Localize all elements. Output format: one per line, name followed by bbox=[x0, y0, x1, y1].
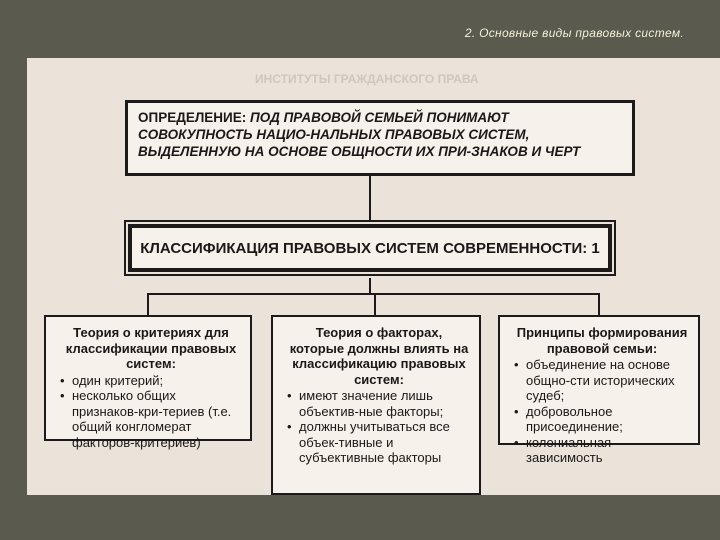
criteria-theory-box bbox=[44, 315, 252, 450]
definition-text: ПОД ПРАВОВОЙ СЕМЬЕЙ ПОНИМАЮТ СОВОКУПНОСТЬ НАЦИО-НАЛЬНЫХ ПРАВОВЫХ СИСТЕМ, ВЫДЕЛЕННУЮ НА ОСНОВЕ ОБЩНОСТИ ИХ ПРИ-ЗНАКОВ И ЧЕРТ bbox=[138, 110, 581, 159]
factors-theory-box bbox=[271, 315, 481, 495]
scanned-page bbox=[27, 58, 720, 495]
factors-theory-list bbox=[287, 388, 471, 466]
connector-col3 bbox=[598, 293, 600, 315]
connector-horizontal bbox=[147, 293, 599, 295]
principles-heading: Принципы формирования правовой семьи: bbox=[516, 325, 688, 356]
criteria-theory-heading: Теория о критериях для классификации правовых систем: bbox=[65, 325, 237, 371]
connector-col2 bbox=[374, 293, 376, 315]
background-heading: ИНСТИТУТЫ ГРАЖДАНСКОГО ПРАВА bbox=[255, 72, 479, 86]
list-item: • добровольное присоединение; bbox=[514, 404, 690, 435]
slide-title: 2. Основные виды правовых систем. bbox=[464, 26, 684, 40]
classification-label: КЛАССИФИКАЦИЯ ПРАВОВЫХ СИСТЕМ СОВРЕМЕННОСТИ: 1 bbox=[140, 239, 600, 257]
definition-box bbox=[125, 100, 635, 176]
connector-class-down bbox=[369, 278, 371, 294]
list-item: • несколько общих признаков-кри-териев (т.е. общий конгломерат факторов-критериев) bbox=[60, 388, 242, 450]
list-item: • должны учитываться все объек-тивные и субъективные факторы bbox=[287, 419, 471, 466]
list-item: • колониальная зависимость bbox=[514, 435, 690, 466]
list-item: • имеют значение лишь объектив-ные факторы; bbox=[287, 388, 471, 419]
criteria-theory-list bbox=[60, 373, 242, 451]
connector-def-to-class bbox=[369, 176, 371, 222]
principles-box bbox=[498, 315, 700, 465]
definition-lead: ОПРЕДЕЛЕНИЕ: bbox=[138, 110, 247, 125]
classification-box bbox=[128, 224, 612, 272]
connector-col1 bbox=[147, 293, 149, 315]
factors-theory-heading: Теория о факторах, которые должны влиять на классификацию правовых систем: bbox=[289, 325, 469, 387]
list-item: • объединение на основе общно-сти исторических судеб; bbox=[514, 357, 690, 404]
list-item: • один критерий; bbox=[60, 373, 242, 389]
principles-list bbox=[514, 357, 690, 466]
